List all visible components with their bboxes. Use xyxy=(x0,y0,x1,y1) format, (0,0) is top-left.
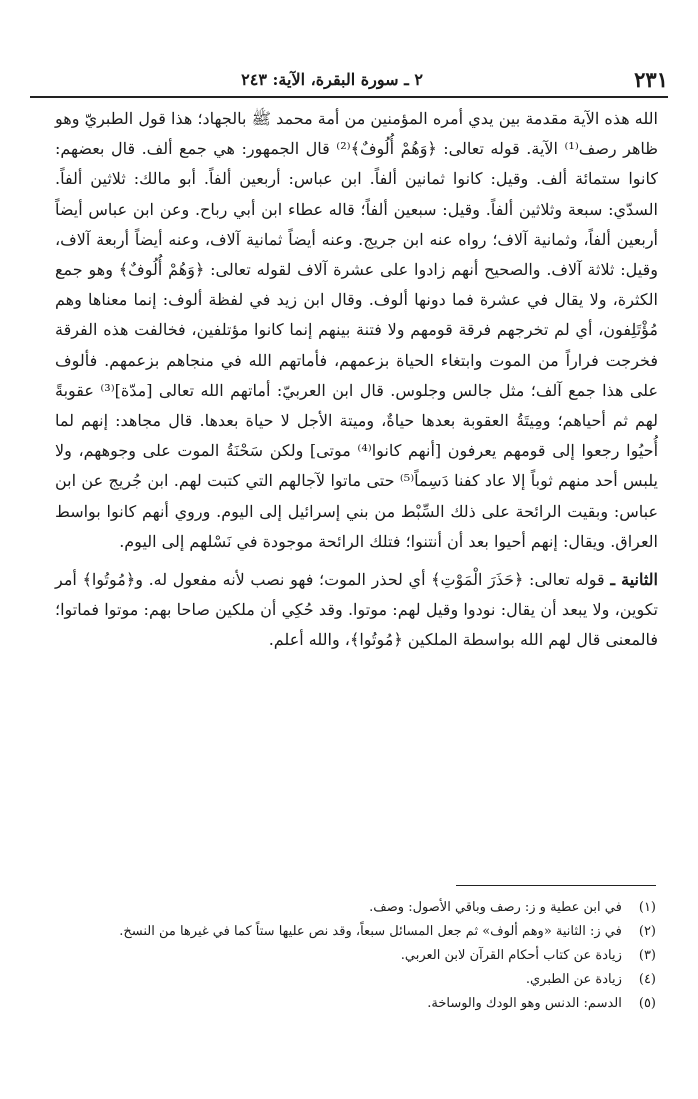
footnote xyxy=(40,992,656,1016)
paragraph-lead: الثانية ـ xyxy=(610,570,659,590)
main-text xyxy=(55,104,658,656)
page-number: ٢٣١ xyxy=(634,66,668,92)
page-header xyxy=(30,62,668,98)
footnote-text: في ز: الثانية «وهم ألوف» ثم جعل المسائل سبعاً، وقد نص عليها ستاً كما في غيرها من النسخ. xyxy=(119,924,622,939)
paragraph xyxy=(55,565,658,656)
footnote-number: (٥) xyxy=(638,996,656,1011)
footnote-divider xyxy=(456,885,656,886)
paragraph-text: قوله تعالى: ﴿حَذَرَ الْمَوْتِ﴾ أي لحذر الموت؛ فهو نصب لأنه مفعول له. و﴿مُوتُوا﴾ أمر تكوين، ولا يبعد أن يقال: نودوا وقيل لهم: موتوا. وقد حُكِي أن ملكين صاحا بهم: موتوا فماتوا؛ فالمعنى قال لهم الله بواسطة الملكين ﴿مُوتُوا﴾، والله أعلم. xyxy=(55,570,658,650)
footnote-number: (١) xyxy=(638,900,656,915)
footnote xyxy=(40,920,656,944)
footnote-text: زيادة عن كتاب أحكام القرآن لابن العربي. xyxy=(400,948,622,963)
footnote-text: في ابن عطية و ز: رصف وباقي الأصول: وصف. xyxy=(369,900,622,915)
paragraph xyxy=(55,104,658,557)
footnote-number: (٤) xyxy=(638,972,656,987)
footnote xyxy=(40,944,656,968)
footnote xyxy=(40,968,656,992)
footnote-text: الدسم: الدنس وهو الودك والوساخة. xyxy=(427,996,622,1011)
footnote-text: زيادة عن الطبري. xyxy=(525,972,622,987)
running-title: ٢ ـ سورة البقرة، الآية: ٢٤٣ xyxy=(241,69,423,89)
footnote-number: (٣) xyxy=(638,948,656,963)
footnote xyxy=(40,896,656,920)
footnote-number: (٢) xyxy=(638,924,656,939)
paragraph-text: الله هذه الآية مقدمة بين يدي أمره المؤمنين من أمة محمد ﷺ بالجهاد؛ هذا قول الطبريّ وهو ظاهر رصف⁽¹⁾ الآية. قوله تعالى: ﴿وَهُمْ أُلُوفٌ﴾⁽²⁾ قال الجمهور: هي جمع ألف. قال بعضهم: كانوا ستمائة ألف. وقيل: كانوا ثمانين ألفاً. ابن عباس: أربعين ألفاً. أبو مالك: ثلاثين ألفاً. السدّي: سبعة وثلاثين ألفاً. وقيل: سبعين ألفاً؛ قاله عطاء ابن أبي رباح. وعن ابن عباس أيضاً أربعين ألفاً، وثمانية آلاف؛ رواه عنه ابن جريج. وعنه أيضاً ثمانية آلاف، وعنه أيضاً أربعة آلاف، وقيل: ثلاثة آلاف. والصحيح أنهم زادوا على عشرة آلاف لقوله تعالى: ﴿وَهُمْ أُلُوفٌ﴾ وهو جمع الكثرة، ولا يقال في عشرة فما دونها ألوف. وقال ابن زيد في لفظة ألوف: إنما معناها وهم مُؤْتَلِفون، أي لم تخرجهم فرقة قومهم ولا فتنة بينهم إنما كانوا مؤتلفين، فخالفت هذه الفرقة فخرجت فراراً من الموت وابتغاء الحياة بزعمهم، فأماتهم الله في منجاهم بزعمهم. فألوف على هذا جمع آلف؛ مثل جالس وجلوس. قال ابن العربيّ: أماتهم الله تعالى [مدّة]⁽³⁾ عقوبةً لهم ثم أحياهم؛ ومِيتَةُ العقوبة بعدها حياةٌ، وميتة الأجل لا حياة بعدها. قال مجاهد: إنهم لما أُحيُوا رجعوا إلى قومهم يعرفون [أنهم كانوا⁽⁴⁾ موتى] ولكن سَحْنَةُ الموت على وجوههم، ولا يلبس أحد منهم ثوباً إلا عاد كفنا دَسِماً⁽⁵⁾ حتى ماتوا لآجالهم التي كتبت لهم. ابن جُريج عن ابن عباس: وبقيت الرائحة على ذلك السِّبْط من بني إسرائيل إلى اليوم. وروي أنهم كانوا بواسط العراق. ويقال: إنهم أحيوا بعد أن أنتنوا؛ فتلك الرائحة موجودة في نَسْلهم إلى اليوم. xyxy=(55,109,659,551)
footnotes xyxy=(40,896,656,1016)
